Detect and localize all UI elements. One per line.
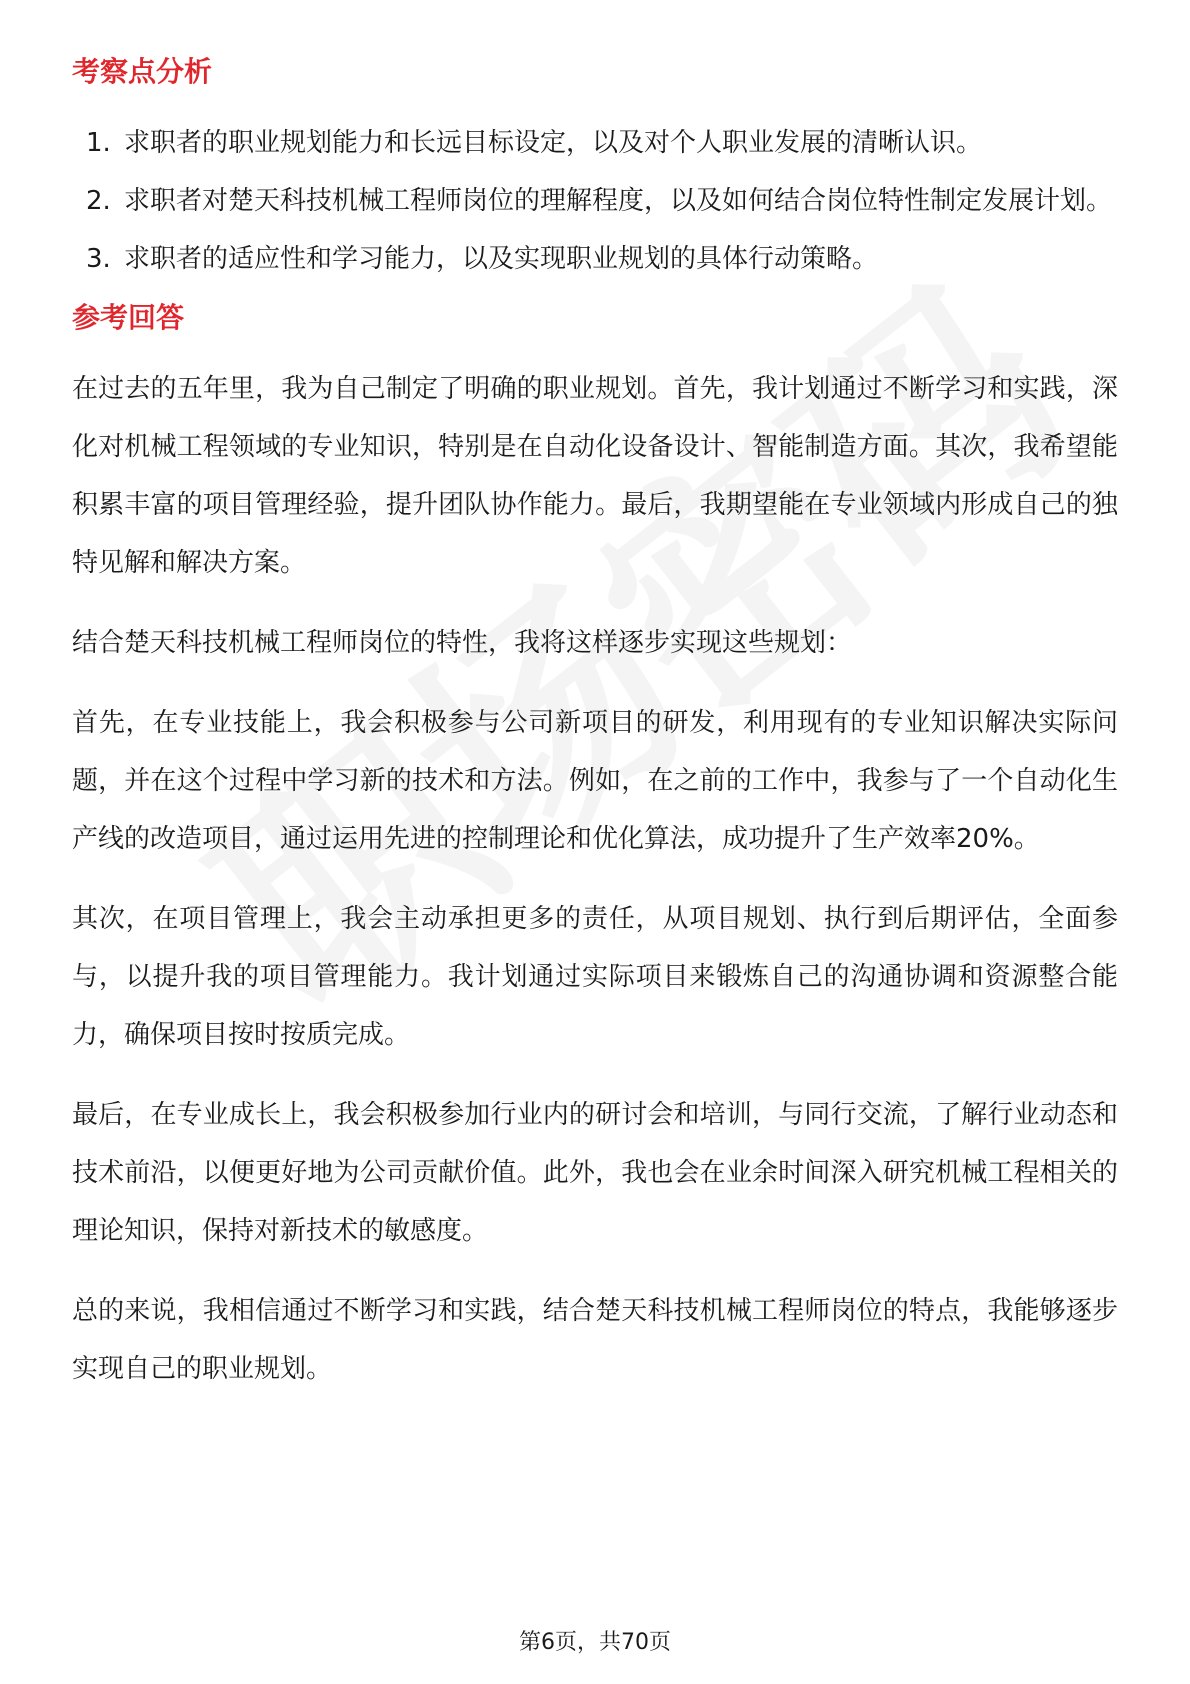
list-item-text: 求职者的适应性和学习能力，以及实现职业规划的具体行动策略。: [124, 244, 879, 274]
list-item-number: 1.: [86, 128, 111, 158]
answer-paragraph: 总的来说，我相信通过不断学习和实践，结合楚天科技机械工程师岗位的特点，我能够逐步实现自己的职业规划。: [72, 1296, 1118, 1384]
answer-paragraph: 首先，在专业技能上，我会积极参与公司新项目的研发，利用现有的专业知识解决实际问题，并在这个过程中学习新的技术和方法。例如，在之前的工作中，我参与了一个自动化生产线的改造项目，通过运用先进的控制理论和优化算法，成功提升了生产效率20%。: [72, 708, 1118, 854]
answer-paragraph: 其次，在项目管理上，我会主动承担更多的责任，从项目规划、执行到后期评估，全面参与，以提升我的项目管理能力。我计划通过实际项目来锻炼自己的沟通协调和资源整合能力，确保项目按时按质完成。: [72, 904, 1118, 1050]
list-item-text: 求职者的职业规划能力和长远目标设定，以及对个人职业发展的清晰认识。: [124, 128, 983, 158]
answer-heading: 参考回答: [72, 301, 185, 334]
list-item-text: 求职者对楚天科技机械工程师岗位的理解程度，以及如何结合岗位特性制定发展计划。: [124, 186, 1113, 216]
list-item-number: 3.: [86, 244, 111, 274]
answer-body: [72, 360, 1118, 1398]
list-item: [72, 230, 1118, 288]
answer-paragraph: 最后，在专业成长上，我会积极参加行业内的研讨会和培训，与同行交流，了解行业动态和技术前沿，以便更好地为公司贡献价值。此外，我也会在业余时间深入研究机械工程相关的理论知识，保持对新技术的敏感度。: [72, 1100, 1118, 1246]
answer-paragraph: 结合楚天科技机械工程师岗位的特性，我将这样逐步实现这些规划：: [72, 628, 853, 658]
list-item: [72, 172, 1118, 230]
list-item-number: 2.: [86, 186, 111, 216]
analysis-points-list: [72, 114, 1118, 288]
list-item: [72, 114, 1118, 172]
answer-paragraph: 在过去的五年里，我为自己制定了明确的职业规划。首先，我计划通过不断学习和实践，深化对机械工程领域的专业知识，特别是在自动化设备设计、智能制造方面。其次，我希望能积累丰富的项目管理经验，提升团队协作能力。最后，我期望能在专业领域内形成自己的独特见解和解决方案。: [72, 374, 1118, 578]
page-number: 第6页，共70页: [519, 1630, 671, 1655]
page-content: [72, 48, 1118, 1420]
analysis-heading: 考察点分析: [72, 55, 213, 88]
